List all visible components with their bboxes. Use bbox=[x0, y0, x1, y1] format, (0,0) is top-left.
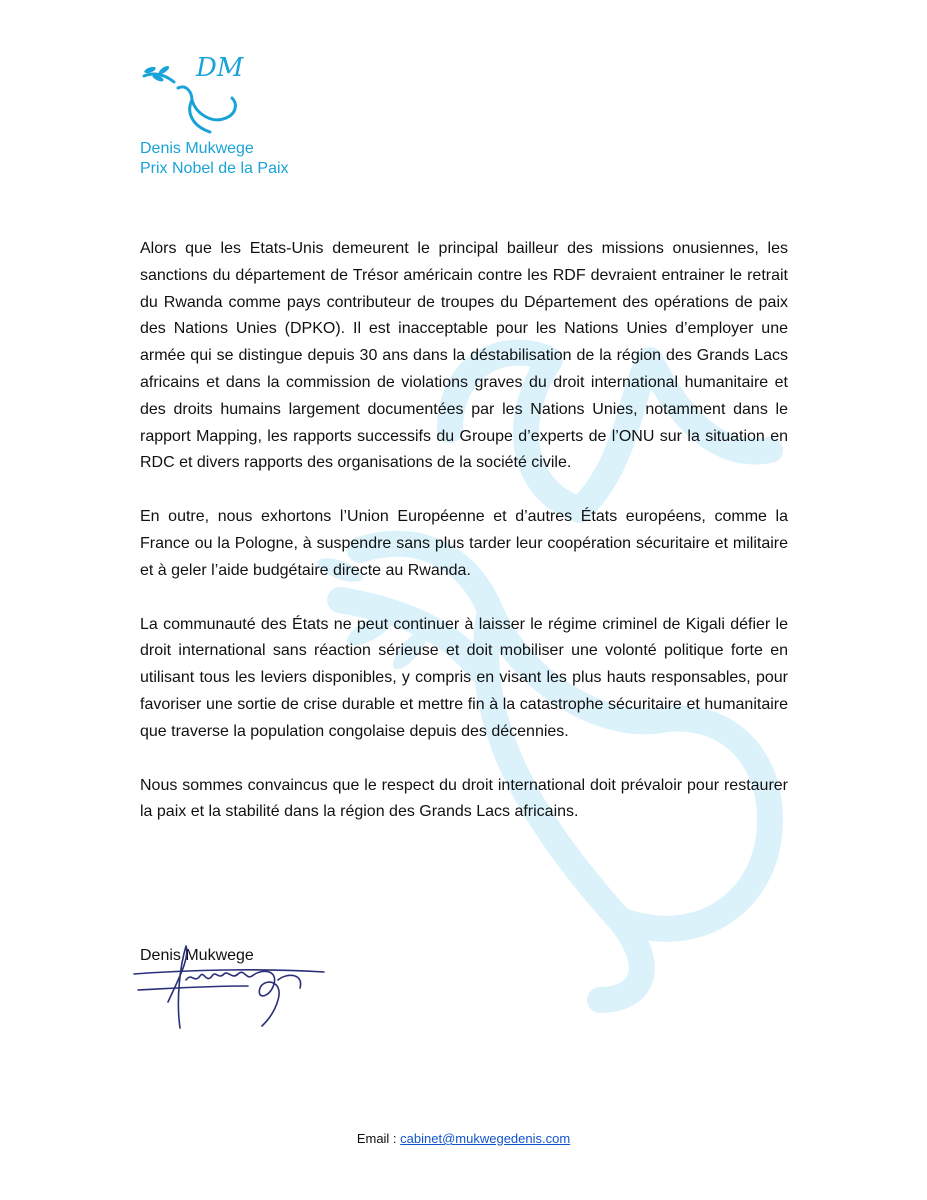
email-link[interactable]: cabinet@mukwegedenis.com bbox=[400, 1131, 571, 1146]
signatory-name: Denis Mukwege bbox=[140, 947, 254, 964]
email-label: Email : bbox=[356, 1131, 397, 1146]
paragraph: La communauté des États ne peut continuer à laisser le régime criminel de Kigali défier le droit international sans réaction sérieuse et doit mobiliser une volonté politique forte en utilisant tous les leviers disponibles, y compris en visant les plus hauts responsables, pour favoriser une sortie de crise durable et mettre fin à la catastrophe sécuritaire et humanitaire que traverse la population congolaise depuis des décennies. bbox=[140, 615, 788, 740]
paragraph: Alors que les Etats-Unis demeurent le principal bailleur des missions onusiennes, les sanctions du département de Trésor américain contre les RDF devraient entrainer le retrait du Rwanda comme pays contributeur de troupes du Département des opérations de paix des Nations Unies (DPKO). Il est inacceptable pour les Nations Unies d’employer une armée qui se distingue depuis 30 ans dans la déstabilisation de la région des Grands Lacs africains et dans la commission de violations graves du droit international humanitaire et des droits humains largement documentées par les Nations Unies, notamment dans le rapport Mapping, les rapports successifs du Groupe d’experts de l’ONU sur la situation en RDC et divers rapports des organisations de la société civile. bbox=[140, 240, 788, 472]
author-name: Denis Mukwege bbox=[140, 140, 254, 157]
dove-dm-logo-icon bbox=[140, 48, 250, 134]
footer bbox=[0, 1131, 927, 1147]
paragraph: Nous sommes convaincus que le respect du droit international doit prévaloir pour restaurer la paix et la stabilité dans la région des Grands Lacs africains. bbox=[140, 776, 788, 821]
letterhead bbox=[140, 139, 289, 179]
author-title: Prix Nobel de la Paix bbox=[140, 160, 289, 177]
logo-monogram: DM bbox=[196, 53, 244, 83]
paragraph: En outre, nous exhortons l’Union Européenne et d’autres États européens, comme la France ou la Pologne, à suspendre sans plus tarder leur coopération sécuritaire et militaire et à geler l’aide budgétaire directe au Rwanda. bbox=[140, 508, 788, 579]
letter-body bbox=[140, 236, 788, 853]
